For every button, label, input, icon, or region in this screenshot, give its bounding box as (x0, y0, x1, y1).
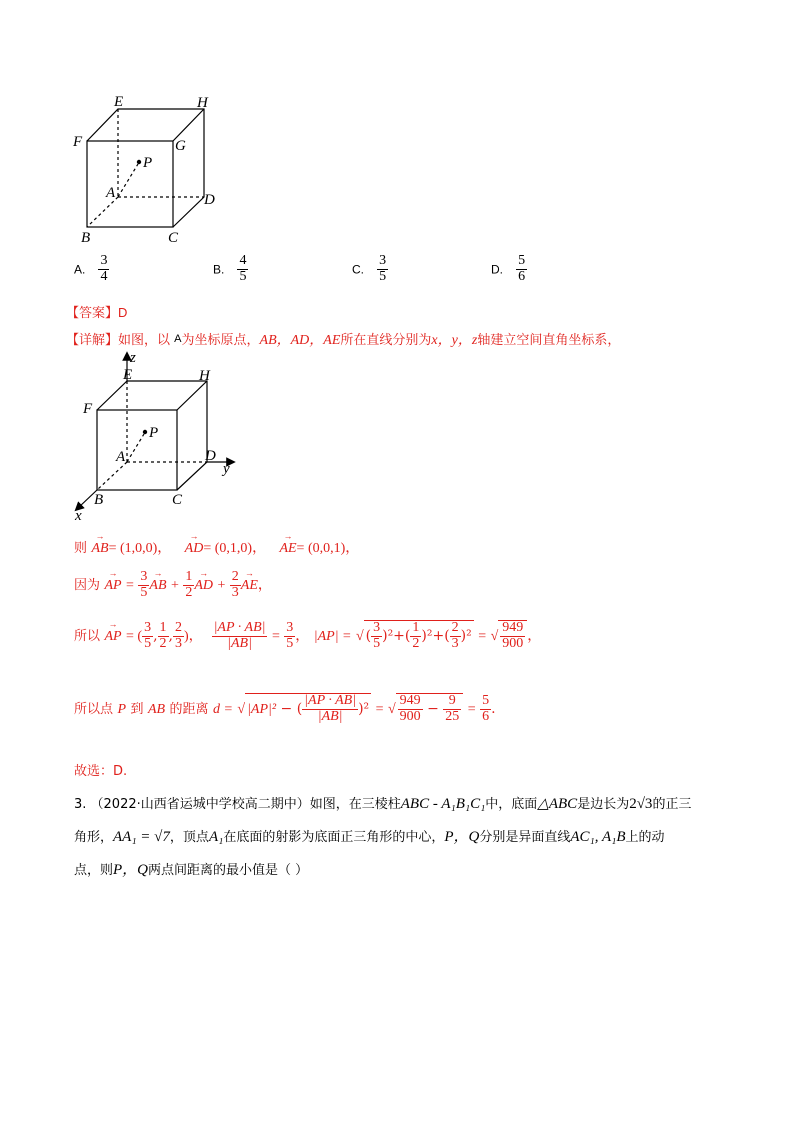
point-p: P (117, 702, 127, 718)
label-c: C (168, 230, 179, 246)
distance-d: d = (212, 702, 233, 718)
label-b: B (81, 230, 91, 246)
projection-den: |AB| (227, 635, 252, 651)
q3-line-3 (74, 854, 754, 887)
detail-text: 为坐标原点， (181, 333, 260, 348)
result-num: 5 (482, 693, 490, 708)
equals: = (126, 578, 134, 594)
detail-point-a: A (174, 333, 182, 345)
coef-den: 2 (185, 584, 193, 600)
detail-segments: AB，AD，AE (259, 333, 341, 348)
q3-text: 在底面的射影为底面正三角形的中心， (223, 830, 445, 845)
option-num: 3 (379, 253, 387, 268)
option-num: 4 (239, 253, 247, 268)
coef-den: 3 (231, 584, 239, 600)
option-den: 5 (239, 268, 247, 284)
point-p-dot (137, 160, 141, 164)
label-e: E (114, 94, 124, 110)
sq-den: 3 (451, 635, 459, 651)
option-den: 4 (100, 268, 108, 284)
minus: − (427, 701, 439, 718)
option-d[interactable] (491, 254, 527, 284)
label-p: P (149, 425, 159, 441)
comp-den: 3 (175, 635, 182, 651)
label-a: A (116, 449, 126, 465)
vector-ap: → AP (104, 578, 121, 594)
result-den: 900 (502, 635, 524, 651)
option-den: 5 (379, 268, 387, 284)
vector-ap: → AP (104, 629, 121, 645)
coef-num: 1 (185, 569, 193, 584)
punct: . (491, 701, 496, 718)
q3-text: 上的动 (625, 830, 665, 845)
comp-num: 1 (159, 620, 167, 635)
answer-line (66, 302, 127, 321)
option-den: 6 (518, 268, 526, 284)
inner-num: |AP · AB| (304, 693, 357, 708)
detail-text: 所在直线分别为 (340, 333, 432, 348)
punct: ， (527, 628, 542, 645)
detail-text: 如图，以 (118, 333, 171, 348)
vector-ad: → AD (185, 541, 204, 557)
projection-value-den: 5 (286, 635, 294, 651)
norm-ap: |AP| = (313, 629, 352, 645)
label-c: C (172, 492, 183, 508)
comp-den: 2 (159, 635, 167, 651)
step-lead: 所以 (74, 629, 101, 645)
option-num: 3 (100, 253, 108, 268)
paren-open: = ( (126, 629, 143, 645)
label-b: B (94, 492, 104, 508)
plus: + (170, 578, 179, 594)
option-letter: D. (491, 262, 503, 277)
q3-text: ，顶点 (169, 830, 209, 845)
vector-ad: → AD (194, 578, 213, 594)
vector-ad-value: = (0,1,0)， (203, 541, 267, 556)
label-p: P (143, 155, 153, 171)
inner-den: |AB| (317, 708, 343, 724)
value-den: 25 (445, 708, 460, 724)
answer-value: D (118, 305, 128, 320)
vector-ab: → AB (149, 578, 166, 594)
punct: ， (257, 578, 272, 594)
answer-label: 【答案】 (66, 306, 119, 321)
detail-line (66, 329, 620, 349)
option-num: 5 (518, 253, 526, 268)
choose-line: 故选：D. (74, 764, 128, 779)
point-p-dot (143, 430, 147, 434)
q3-pq: P，Q (444, 829, 480, 845)
detail-axes: x，y，z (431, 333, 478, 348)
coef-num: 2 (231, 569, 239, 584)
q3-lines: AC₁, A₁B (570, 829, 626, 845)
paren-close: )， (184, 629, 203, 645)
sq-num: 1 (412, 620, 420, 635)
label-h: H (199, 368, 210, 384)
cube-figure-1 (70, 90, 230, 250)
step4-line: 所以点 P 到 AB 的距离 d = √ |AP|² − ( $\frac{|AP \cdot AB|}{|AB|}$ )² = √ $\frac{949}{900}$ − $\frac{9}{25}$ = $\frac{5}{6}$ . (74, 693, 496, 724)
sq-den: 2 (412, 635, 420, 651)
q3-aa1: AA₁ = √7 (113, 829, 170, 845)
comp-den: 5 (144, 635, 152, 651)
option-letter: A. (74, 262, 86, 277)
q3-text: 两点间距离的最小值是（ ） (148, 863, 309, 878)
vector-ae: → AE (241, 578, 258, 594)
q3-triangle: △ABC (537, 796, 578, 812)
q3-text: 是边长为 (577, 797, 630, 812)
label-f: F (83, 401, 93, 417)
step-text: 到 (130, 702, 144, 718)
step-lead: 则 (74, 541, 88, 556)
step-text: 的距离 (169, 702, 209, 718)
step-lead: 因为 (74, 578, 101, 594)
label-d: D (205, 448, 216, 464)
q3-line-1 (74, 788, 754, 821)
label-e: E (123, 367, 133, 383)
question-3 (74, 788, 754, 887)
value-num: 9 (448, 693, 456, 708)
label-d: D (204, 192, 215, 208)
vector-ab: → AB (91, 541, 108, 557)
coef-num: 3 (140, 569, 148, 584)
q3-a1: A₁ (208, 829, 224, 845)
value-den: 900 (399, 708, 421, 724)
cube-figure-2 (66, 350, 246, 525)
sq-num: 3 (373, 620, 381, 635)
q3-text: 角形， (74, 830, 114, 845)
q3-side: 2√3 (629, 796, 653, 812)
q3-text: 点，则 (74, 863, 114, 878)
vector-ae: → AE (279, 541, 296, 557)
q3-text: 中，底面 (485, 797, 538, 812)
option-letter: C. (352, 262, 364, 277)
step3-line: 所以 → AP = ( $\frac{3}{5}$ , $\frac{1}{2}$ , $\frac{2}{3}$ )， $\frac{|AP \cdot AB|}{|AB|}$ = $\frac{3}{5}$ ， |AP| = √ ( $\frac{3}{5}$ )²+( $\frac{1}{2}$ )²+( $\frac{2}{3}$ )² = √ $\frac{949}{900}$ ， (74, 620, 541, 651)
sq-den: 5 (373, 635, 381, 651)
label-f: F (73, 134, 83, 150)
q3-text: 3. （2022·山西省运城中学校高二期中）如图，在三棱柱 (74, 797, 401, 812)
option-c[interactable] (352, 254, 388, 284)
step-lead: 所以点 (74, 702, 114, 718)
option-b[interactable] (213, 254, 248, 284)
q3-text: 的正三 (652, 797, 692, 812)
step2-line (74, 570, 272, 600)
q3-pq: P，Q (113, 862, 149, 878)
axis-label-y: y (223, 461, 230, 477)
option-a[interactable] (74, 254, 109, 284)
axis-label-z: z (130, 350, 136, 366)
vector-ae-value: = (0,0,1)， (296, 541, 360, 556)
label-h: H (197, 95, 208, 111)
projection-num: |AP · AB| (213, 620, 266, 635)
line-ab: AB (147, 702, 166, 718)
comp-num: 2 (175, 620, 182, 635)
label-g: G (175, 138, 186, 154)
comp-num: 3 (144, 620, 152, 635)
sq-num: 2 (451, 620, 459, 635)
plus: + (217, 578, 226, 594)
detail-text: 轴建立空间直角坐标系， (477, 333, 621, 348)
result-den: 6 (482, 708, 490, 724)
q3-line-2 (74, 821, 754, 854)
q3-text: 分别是异面直线 (479, 830, 571, 845)
result-num: 949 (502, 620, 524, 635)
coef-den: 5 (140, 584, 148, 600)
step1-line (74, 537, 359, 557)
option-letter: B. (213, 262, 225, 277)
q3-prism: ABC - A₁B₁C₁ (400, 796, 486, 812)
vector-ab-value: = (1,0,0)， (108, 541, 172, 556)
label-a: A (106, 185, 116, 201)
axis-label-x: x (75, 508, 82, 524)
projection-value-num: 3 (286, 620, 294, 635)
value-num: 949 (399, 693, 421, 708)
detail-label: 【详解】 (66, 333, 119, 348)
